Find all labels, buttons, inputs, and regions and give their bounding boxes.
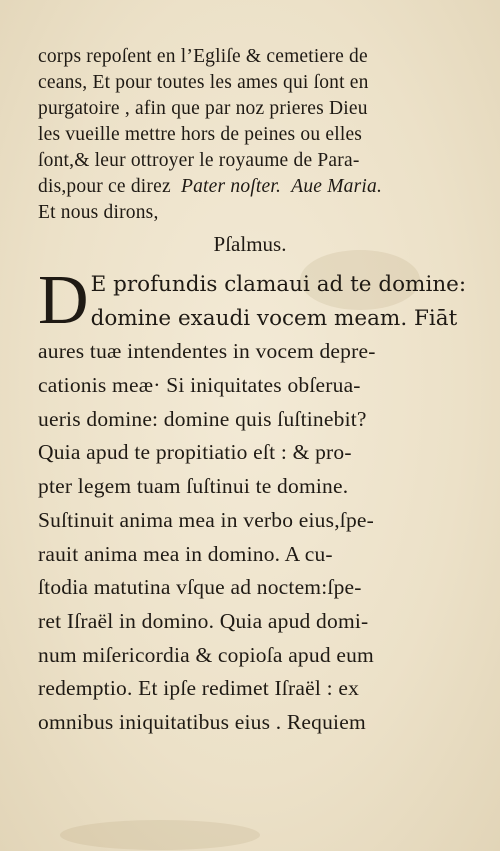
drop-cap: D <box>38 262 89 339</box>
paper-stain <box>60 820 260 850</box>
text-line: ret Iſraël in domino. Quia apud domi- <box>38 608 369 633</box>
aue-maria-rubric: Aue Maria. <box>291 176 383 197</box>
text-line: rauit anima mea in domino. A cu- <box>38 541 333 566</box>
text-line <box>38 174 466 200</box>
text-line: Et nous dirons, <box>38 202 159 223</box>
text-line: ceans, Et pour toutes les ames qui ſont en <box>38 72 369 93</box>
text-line: pter legem tuam ſuſtinui te domine. <box>38 474 349 499</box>
text-line: ueris domine: domine quis ſuſtinebit? <box>38 406 367 431</box>
text-line: Suſtinuit anima mea in verbo eius,ſpe- <box>38 507 374 532</box>
text-line: ſont,& leur ottroyer le royaume de Para- <box>38 150 360 171</box>
pater-noster-rubric: Pater noſter. <box>180 176 282 197</box>
text-line: cationis meæ· Si iniquitates obſerua- <box>38 373 361 398</box>
intro-paragraph <box>38 44 466 226</box>
text-line: E profundis clamaui ad te domine: <box>90 272 467 297</box>
psalm-text <box>38 262 467 740</box>
text-line: les vueille mettre hors de peines ou elles <box>38 124 363 145</box>
text-line: omnibus iniquitatibus eius . Requiem <box>38 709 366 734</box>
text-line: Quia apud te propitiatio eſt : & pro- <box>38 440 352 465</box>
text-line-lead: dis,pour ce direz <box>38 176 171 197</box>
text-line: domine exaudi vocem meam. Fiāt <box>90 305 458 331</box>
text-line: corps repoſent en l’Egliſe & cemetiere de <box>38 46 368 67</box>
text-line: redemptio. Et ipſe redimet Iſraël : ex <box>38 676 360 701</box>
text-line: ſtodia matutina vſque ad noctem:ſpe- <box>38 575 362 600</box>
text-line: aures tuæ intendentes in vocem depre- <box>38 339 376 364</box>
text-line: purgatoire , afin que par noz prieres Dieu <box>38 98 368 119</box>
psalm-heading: Pſalmus. <box>213 232 287 256</box>
text-line: num miſericordia & copioſa apud eum <box>38 642 374 667</box>
